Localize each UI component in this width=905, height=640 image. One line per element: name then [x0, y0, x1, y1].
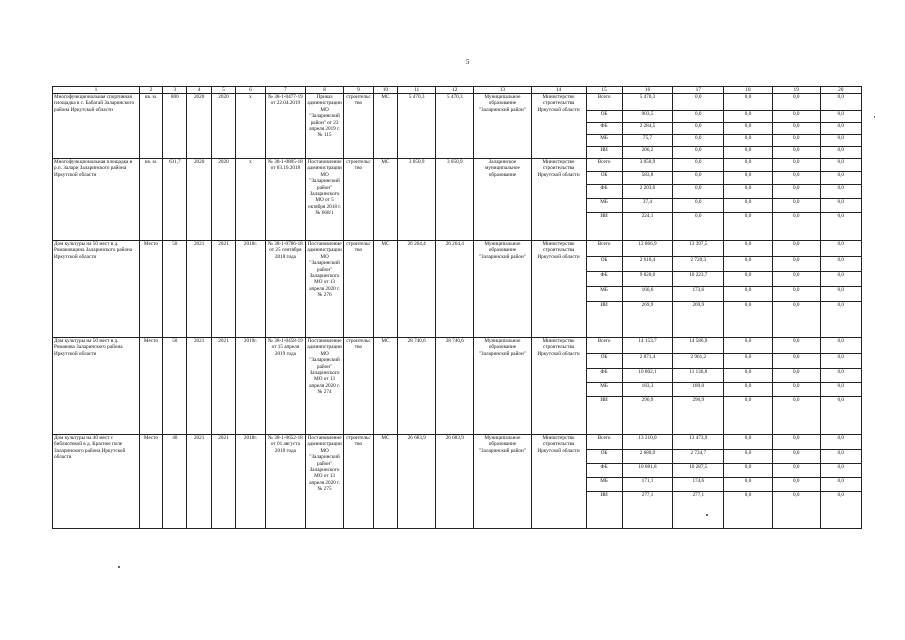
customer: МС: [373, 94, 397, 159]
work-type: строительство: [344, 435, 374, 529]
funding-value-18: 0,0: [724, 159, 773, 172]
column-number-5: 5: [211, 87, 235, 94]
funding-value-20: 0,0: [820, 369, 861, 383]
funding-value-19: 0,0: [772, 464, 820, 478]
table-row: [53, 338, 862, 354]
ministry: Министерство строительства Иркутской области: [531, 338, 586, 435]
remaining-cost: 5 470,3: [436, 94, 474, 159]
funding-source: ИИ: [586, 397, 622, 435]
funding-source: МБ: [586, 135, 622, 147]
funding-value-19: 0,0: [772, 94, 820, 111]
funding-value-17: 269,9: [673, 302, 724, 338]
funding-value-18: 0,0: [724, 397, 773, 435]
total-cost: 28 740,6: [398, 338, 436, 435]
funding-source: Всего: [586, 159, 622, 172]
funding-value-20: 0,0: [820, 213, 861, 241]
work-type: строительство: [344, 338, 374, 435]
expertise-year: 2018г.: [236, 435, 266, 529]
unit: Место: [139, 435, 162, 529]
column-number-17: 17: [673, 87, 724, 94]
funding-value-20: 0,0: [820, 185, 861, 199]
funding-source: ОБ: [586, 172, 622, 185]
project-name: Многофункциональная спортивная площадка в с. Бабагай Заларинского района Иркутской области: [53, 94, 140, 159]
funding-value-19: 0,0: [772, 492, 820, 529]
funding-value-20: 0,0: [820, 257, 861, 272]
column-number-10: 10: [373, 87, 397, 94]
table-row: [53, 159, 862, 172]
funding-value-20: 0,0: [820, 383, 861, 397]
funding-value-17: 0,0: [673, 185, 724, 199]
funding-source: ФБ: [586, 123, 622, 135]
work-type: строительство: [344, 241, 374, 338]
project-name: Многофункциональная площадка в р.п. Залари Заларинского района Иркутской области: [53, 159, 140, 241]
funding-value-18: 0,0: [724, 199, 773, 213]
funding-source: Всего: [586, 94, 622, 111]
funding-value-19: 0,0: [772, 213, 820, 241]
total-cost: 3 050,9: [398, 159, 436, 241]
funding-value-17: 0,0: [673, 123, 724, 135]
capacity: 40: [163, 435, 187, 529]
capacity: 631,7: [163, 159, 187, 241]
funding-value-20: 0,0: [820, 199, 861, 213]
ministry: Министерство строительства Иркутской области: [531, 241, 586, 338]
funding-value-16: 2 203,6: [622, 185, 673, 199]
total-cost: 26 264,4: [398, 241, 436, 338]
table-row: [53, 241, 862, 257]
funding-source: ИИ: [586, 492, 622, 529]
funding-value-20: 0,0: [820, 94, 861, 111]
column-number-11: 11: [398, 87, 436, 94]
funding-value-17: 10 287,5: [673, 464, 724, 478]
funding-value-16: 171,1: [622, 478, 673, 492]
funding-value-17: 173,6: [673, 287, 724, 302]
funding-value-19: 0,0: [772, 159, 820, 172]
column-number-20: 20: [820, 87, 861, 94]
remaining-cost: 26 683,9: [436, 435, 474, 529]
funding-value-20: 0,0: [820, 272, 861, 287]
start-year: 2020: [187, 159, 211, 241]
funding-value-19: 0,0: [772, 354, 820, 369]
funding-value-17: 2 734,7: [673, 450, 724, 464]
end-year: 2021: [211, 338, 235, 435]
funding-value-18: 0,0: [724, 369, 773, 383]
funding-value-17: 0,0: [673, 147, 724, 159]
funding-source: ОБ: [586, 354, 622, 369]
funding-value-18: 0,0: [724, 478, 773, 492]
funding-value-16: 10 802,1: [622, 369, 673, 383]
column-number-4: 4: [187, 87, 211, 94]
funding-value-16: 2 680,0: [622, 450, 673, 464]
funding-source: ОБ: [586, 111, 622, 123]
capacity: 50: [163, 338, 187, 435]
funding-value-18: 0,0: [724, 185, 773, 199]
funding-value-19: 0,0: [772, 185, 820, 199]
column-number-8: 8: [306, 87, 344, 94]
expertise-number: № 38-1-0477-19 от 22.04.2019: [265, 94, 305, 159]
funding-value-17: 14 586,9: [673, 338, 724, 354]
column-number-1: 1: [53, 87, 140, 94]
funding-value-16: 166,6: [622, 287, 673, 302]
funding-value-16: 9 820,0: [622, 272, 673, 287]
funding-value-18: 0,0: [724, 123, 773, 135]
owner: Заларинское муниципальное образование: [474, 159, 531, 241]
remaining-cost: 26 264,4: [436, 241, 474, 338]
funding-value-19: 0,0: [772, 257, 820, 272]
legal-act: Постановление администрации МО "Заларинский район" Заларинского МО от 13 апреля 2020 г. № 274: [306, 338, 344, 435]
ministry: Министерство строительства Иркутской области: [531, 94, 586, 159]
funding-value-17: 277,1: [673, 492, 724, 529]
start-year: 2021: [187, 241, 211, 338]
funding-value-16: 5 470,3: [622, 94, 673, 111]
capacity: 50: [163, 241, 187, 338]
funding-value-19: 0,0: [772, 135, 820, 147]
funding-value-18: 0,0: [724, 435, 773, 450]
expertise-number: № 38-1-0805-18 от 03.10.2018: [265, 159, 305, 241]
funding-value-19: 0,0: [772, 199, 820, 213]
funding-value-19: 0,0: [772, 450, 820, 464]
unit: кв. м.: [139, 159, 162, 241]
funding-value-16: 206,2: [622, 147, 673, 159]
funding-value-20: 0,0: [820, 123, 861, 135]
column-number-9: 9: [344, 87, 374, 94]
funding-value-17: 0,0: [673, 213, 724, 241]
funding-value-16: 12 866,9: [622, 241, 673, 257]
funding-value-16: 277,1: [622, 492, 673, 529]
funding-source: ФБ: [586, 464, 622, 478]
customer: МС: [373, 241, 397, 338]
unit: кв. м.: [139, 94, 162, 159]
funding-source: Всего: [586, 435, 622, 450]
legal-act: Постановление администрации МО "Заларинский район" Заларинского МО от 13 апреля 2020 г. № 275: [306, 435, 344, 529]
funding-value-16: 37,4: [622, 199, 673, 213]
funding-value-20: 0,0: [820, 464, 861, 478]
scan-speck: [874, 116, 875, 118]
funding-source: МБ: [586, 478, 622, 492]
funding-value-19: 0,0: [772, 123, 820, 135]
column-number-2: 2: [139, 87, 162, 94]
funding-value-19: 0,0: [772, 302, 820, 338]
funding-source: Всего: [586, 241, 622, 257]
start-year: 2020: [187, 94, 211, 159]
funding-source: МБ: [586, 383, 622, 397]
column-number-18: 18: [724, 87, 773, 94]
funding-value-17: 0,0: [673, 111, 724, 123]
owner: Муниципальное образование "Заларинский район": [474, 338, 531, 435]
funding-value-18: 0,0: [724, 111, 773, 123]
start-year: 2021: [187, 435, 211, 529]
page-number: 5: [466, 58, 470, 66]
work-type: строительство: [344, 94, 374, 159]
total-cost: 5 470,3: [398, 94, 436, 159]
start-year: 2021: [187, 338, 211, 435]
funding-source: ОБ: [586, 257, 622, 272]
funding-value-19: 0,0: [772, 383, 820, 397]
unit: Место: [139, 241, 162, 338]
end-year: 2020: [211, 94, 235, 159]
funding-value-18: 0,0: [724, 94, 773, 111]
funding-value-20: 0,0: [820, 435, 861, 450]
funding-value-18: 0,0: [724, 492, 773, 529]
funding-value-20: 0,0: [820, 111, 861, 123]
funding-value-16: 13 210,0: [622, 435, 673, 450]
funding-source: ИИ: [586, 213, 622, 241]
funding-value-18: 0,0: [724, 147, 773, 159]
scan-speck: [118, 566, 120, 568]
funding-value-18: 0,0: [724, 213, 773, 241]
project-name: Дом культуры на 40 мест с библиотекой в д. Красное поле Заларинского района Иркутской области: [53, 435, 140, 529]
funding-value-18: 0,0: [724, 450, 773, 464]
remaining-cost: 28 740,6: [436, 338, 474, 435]
ministry: Министерство строительства Иркутской области: [531, 435, 586, 529]
legal-act: Приказ администрации МО "Заларинский район" от 23 апреля 2019 г. № 115: [306, 94, 344, 159]
funding-value-19: 0,0: [772, 241, 820, 257]
customer: МС: [373, 338, 397, 435]
column-number-16: 16: [622, 87, 673, 94]
legal-act: Постановление администрации МО "Заларинский район" Заларинского МО от 5 октября 2018 г. № 668/1: [306, 159, 344, 241]
funding-value-17: 11 136,8: [673, 369, 724, 383]
funding-value-19: 0,0: [772, 397, 820, 435]
funding-value-20: 0,0: [820, 159, 861, 172]
funding-value-16: 903,5: [622, 111, 673, 123]
funding-value-18: 0,0: [724, 135, 773, 147]
funding-value-20: 0,0: [820, 172, 861, 185]
funding-value-17: 174,6: [673, 478, 724, 492]
funding-source: ИИ: [586, 147, 622, 159]
funding-value-19: 0,0: [772, 478, 820, 492]
funding-value-17: 0,0: [673, 172, 724, 185]
funding-value-17: 13 473,9: [673, 435, 724, 450]
expertise-number: № 38-1-0786-18 от 25 сентября 2018 года: [265, 241, 305, 338]
end-year: 2021: [211, 435, 235, 529]
funding-value-17: 0,0: [673, 159, 724, 172]
funding-source: ФБ: [586, 369, 622, 383]
funding-value-16: 2 284,5: [622, 123, 673, 135]
unit: Место: [139, 338, 162, 435]
table-row: [53, 94, 862, 111]
funding-value-20: 0,0: [820, 492, 861, 529]
column-number-13: 13: [474, 87, 531, 94]
legal-act: Постановление администрации МО "Заларинский район" Заларинского МО от 13 апреля 2020 г. № 276: [306, 241, 344, 338]
funding-value-16: 2 871,4: [622, 354, 673, 369]
funding-value-16: 3 050,9: [622, 159, 673, 172]
funding-value-18: 0,0: [724, 338, 773, 354]
funding-value-16: 183,3: [622, 383, 673, 397]
funding-source: ФБ: [586, 185, 622, 199]
funding-value-20: 0,0: [820, 287, 861, 302]
expertise-year: x: [236, 159, 266, 241]
funding-value-19: 0,0: [772, 369, 820, 383]
funding-value-20: 0,0: [820, 302, 861, 338]
funding-value-17: 296,9: [673, 397, 724, 435]
expertise-number: № 38-1-0652-18 от 01 августа 2018 года: [265, 435, 305, 529]
funding-value-19: 0,0: [772, 287, 820, 302]
funding-value-19: 0,0: [772, 338, 820, 354]
funding-value-20: 0,0: [820, 478, 861, 492]
funding-value-18: 0,0: [724, 257, 773, 272]
funding-value-16: 75,7: [622, 135, 673, 147]
column-number-3: 3: [163, 87, 187, 94]
funding-value-20: 0,0: [820, 241, 861, 257]
funding-value-19: 0,0: [772, 172, 820, 185]
column-number-19: 19: [772, 87, 820, 94]
funding-value-20: 0,0: [820, 135, 861, 147]
funding-value-17: 10 223,7: [673, 272, 724, 287]
end-year: 2021: [211, 241, 235, 338]
funding-value-18: 0,0: [724, 241, 773, 257]
project-name: Дом культуры на 50 мест в д. Романовщина Заларинского района Иркутской области: [53, 241, 140, 338]
expertise-year: x: [236, 94, 266, 159]
column-number-6: 6: [236, 87, 266, 94]
column-number-12: 12: [436, 87, 474, 94]
funding-value-19: 0,0: [772, 272, 820, 287]
funding-value-20: 0,0: [820, 147, 861, 159]
funding-value-16: 10 081,8: [622, 464, 673, 478]
funding-value-17: 0,0: [673, 135, 724, 147]
funding-value-20: 0,0: [820, 354, 861, 369]
funding-source: МБ: [586, 287, 622, 302]
funding-value-18: 0,0: [724, 302, 773, 338]
total-cost: 26 683,9: [398, 435, 436, 529]
owner: Муниципальное образование "Заларинский район": [474, 435, 531, 529]
column-number-row: [53, 87, 862, 94]
funding-value-20: 0,0: [820, 397, 861, 435]
owner: Муниципальное образование "Заларинский район": [474, 241, 531, 338]
funding-value-18: 0,0: [724, 354, 773, 369]
project-name: Дом культуры на 50 мест в д. Романова Заларинского района Иркутской области: [53, 338, 140, 435]
funding-value-16: 2 610,4: [622, 257, 673, 272]
funding-value-17: 2 720,3: [673, 257, 724, 272]
column-number-15: 15: [586, 87, 622, 94]
expertise-year: 2019г.: [236, 338, 266, 435]
work-type: строительство: [344, 159, 374, 241]
funding-value-17: 2 961,2: [673, 354, 724, 369]
funding-value-18: 0,0: [724, 272, 773, 287]
funding-value-18: 0,0: [724, 464, 773, 478]
owner: Муниципальное образование "Заларинский район": [474, 94, 531, 159]
investment-projects-table: [52, 86, 862, 529]
funding-source: Всего: [586, 338, 622, 354]
column-number-14: 14: [531, 87, 586, 94]
funding-source: ИИ: [586, 302, 622, 338]
funding-value-20: 0,0: [820, 450, 861, 464]
funding-source: МБ: [586, 199, 622, 213]
column-number-7: 7: [265, 87, 305, 94]
customer: МС: [373, 159, 397, 241]
expertise-number: № 38-1-0458-19 от 15 апреля 2019 года: [265, 338, 305, 435]
end-year: 2020: [211, 159, 235, 241]
funding-value-16: 224,1: [622, 213, 673, 241]
funding-value-19: 0,0: [772, 147, 820, 159]
funding-value-18: 0,0: [724, 172, 773, 185]
customer: МС: [373, 435, 397, 529]
funding-value-17: 189,0: [673, 383, 724, 397]
table-row: [53, 435, 862, 450]
remaining-cost: 3 050,9: [436, 159, 474, 241]
funding-value-17: 0,0: [673, 199, 724, 213]
funding-value-19: 0,0: [772, 435, 820, 450]
funding-value-16: 583,8: [622, 172, 673, 185]
funding-source: ФБ: [586, 272, 622, 287]
funding-value-18: 0,0: [724, 287, 773, 302]
funding-value-17: 13 397,5: [673, 241, 724, 257]
funding-value-17: 0,0: [673, 94, 724, 111]
funding-value-16: 269,9: [622, 302, 673, 338]
funding-value-16: 296,9: [622, 397, 673, 435]
expertise-year: 2018г.: [236, 241, 266, 338]
funding-value-19: 0,0: [772, 111, 820, 123]
funding-value-20: 0,0: [820, 338, 861, 354]
capacity: 800: [163, 94, 187, 159]
funding-value-18: 0,0: [724, 383, 773, 397]
funding-value-16: 14 153,7: [622, 338, 673, 354]
funding-source: ОБ: [586, 450, 622, 464]
ministry: Министерство строительства Иркутской области: [531, 159, 586, 241]
scan-speck: [706, 514, 708, 516]
